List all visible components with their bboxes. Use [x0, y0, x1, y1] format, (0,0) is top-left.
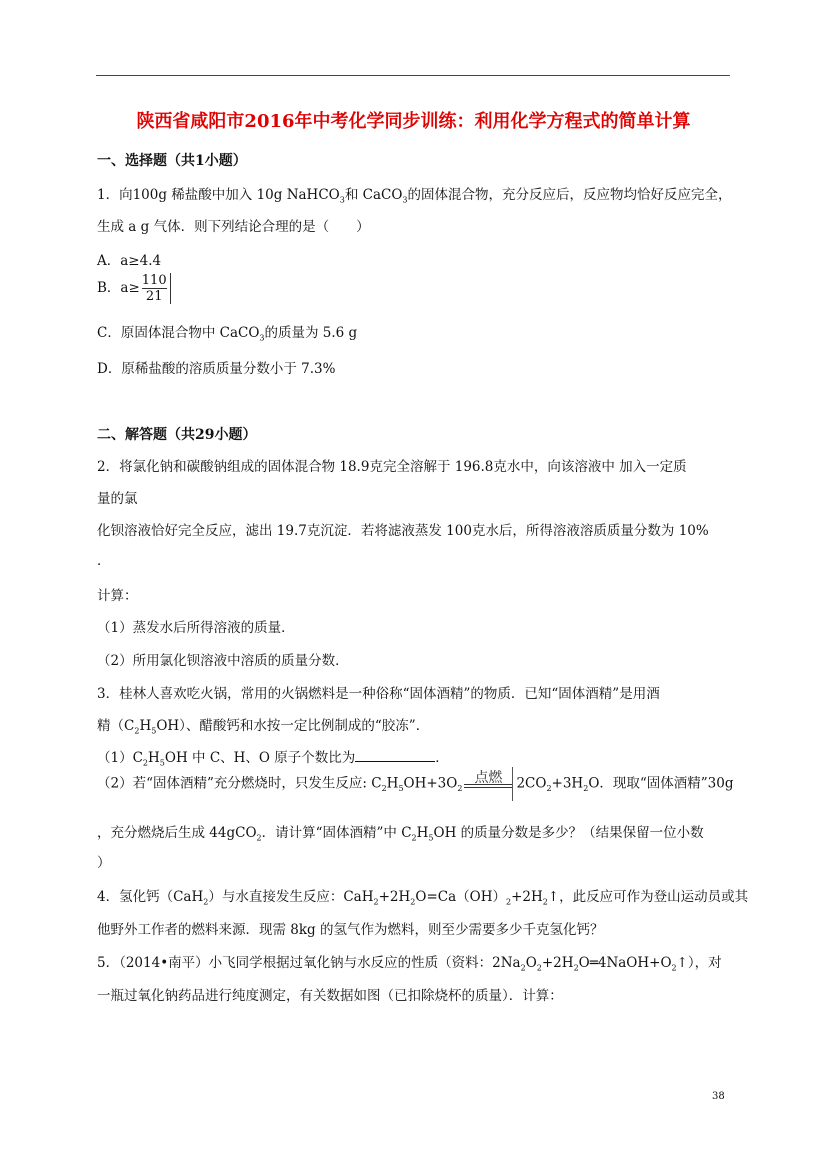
q4-line2: 他野外工作者的燃料来源．现需 8kg 的氢气作为燃料，则至少需要多少千克氢化钙？: [97, 922, 604, 938]
q1-stem-line1: 1．向100g 稀盐酸中加入 10g NaHCO$_3$和 CaCO$_3$的固体混合物，充分反应后，反应物均恰好反应完全，: [97, 187, 732, 205]
q1-option-a: A．a≥4.4: [97, 253, 162, 269]
reaction-condition-arrow: 点燃: [464, 767, 514, 801]
q1-option-d: D．原稀盐酸的溶质质量分数小于 7.3%: [97, 361, 336, 377]
q2-line6: （1）蒸发水后所得溶液的质量．: [97, 620, 295, 636]
q1-option-c: C．原固体混合物中 CaCO$_3$的质量为 5.6 g: [97, 325, 358, 343]
page-number: 38: [712, 1091, 725, 1102]
q3-line1: 3．桂林人喜欢吃火锅，常用的火锅燃料是一种俗称“固体酒精”的物质．已知“固体酒精”是用酒: [97, 686, 660, 702]
q1-stem-line2: 生成 a g 气体．则下列结论合理的是（ ）: [97, 219, 370, 235]
q3-line4: （2）若“固体酒精”充分燃烧时，只发生反应: $C_2H_5OH+3O_2$ 点燃 $2CO_2+3H_2O$．现取“固体酒精”30g: [97, 767, 734, 801]
q2-line1: 2．将氯化钠和碳酸钠组成的固体混合物 18.9克完全溶解于 196.8克水中，向该溶液中 加入一定质: [97, 459, 687, 475]
q4-line1: 4．氢化钙（CaH$_2$）与水直接发生反应：$CaH_2+2H_2O=Ca(OH)_2+2H_2↑$，此反应可作为登山运动员或其: [97, 889, 749, 907]
q3-line5: ，充分燃烧后生成 44gCO$_2$．请计算“固体酒精”中 $C_2H_5OH$ 的质量分数是多少？（结果保留一位小数: [97, 825, 704, 843]
page-title: 陕西省咸阳市2016年中考化学同步训练：利用化学方程式的简单计算: [136, 111, 691, 132]
q5-line1: 5．（2014•南平）小飞同学根据过氧化钠与水反应的性质（资料：$2Na_2O_2+2H_2O═4NaOH+O_2↑$），对: [97, 955, 722, 973]
q5-line2: 一瓶过氧化钠药品进行纯度测定，有关数据如图（已扣除烧杯的质量）．计算：: [97, 988, 563, 1004]
section-heading-choice: 一、选择题（共1小题）: [97, 153, 247, 169]
q1-option-b: B．a≥ $\frac{110}{21}$: [97, 273, 171, 304]
q3-line6: ）: [97, 855, 111, 871]
q2-line3: 化钡溶液恰好完全反应，滤出 19.7克沉淀．若将滤液蒸发 100克水后，所得溶液溶质质量分数为 10%: [97, 523, 709, 539]
q2-line7: （2）所用氯化钡溶液中溶质的质量分数．: [97, 653, 349, 669]
fraction: $\frac{110}{21}$: [142, 273, 171, 304]
q2-line2: 量的氯: [97, 491, 138, 507]
answer-blank: [355, 749, 435, 762]
q3-line2: 精$(C_2H_5OH)$、醋酸钙和水按一定比例制成的“胶冻”．: [97, 718, 430, 736]
q2-line4: ．: [97, 553, 111, 569]
header-rule: [96, 75, 730, 76]
q2-line5: 计算：: [97, 588, 138, 604]
section-heading-answer: 二、解答题（共29小题）: [97, 427, 257, 443]
q3-line3: $(1)C_2H_5OH$ 中 C、H、O 原子个数比为 ．: [97, 750, 449, 768]
